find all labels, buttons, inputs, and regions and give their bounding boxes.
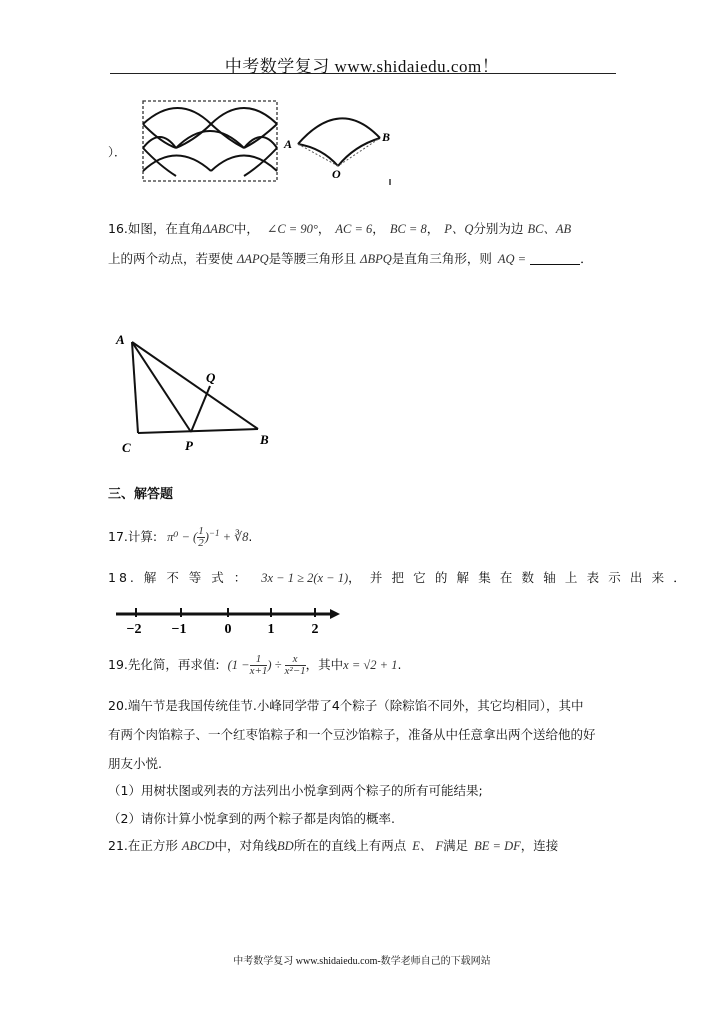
q21-line: [108, 836, 558, 854]
q16-bc: BC = 8: [389, 222, 427, 236]
header-divider: [110, 73, 616, 74]
q16-line2: [108, 249, 593, 267]
q21-mid3: 满足: [443, 838, 469, 853]
q16-aq: AQ =: [497, 252, 527, 266]
q21-mid2: 所在的直线上有两点: [293, 838, 407, 853]
q16-line2-tail: 是直角三角形，则: [391, 251, 492, 266]
tick-label-neg1: −1: [171, 622, 187, 637]
q19-f1-num: 1: [250, 654, 268, 666]
q19-f2-den: x²−1: [284, 665, 306, 677]
scale-arcs: [143, 108, 277, 176]
q16-sep2: ，: [372, 221, 385, 236]
q19-prefix: 19.先化简，再求值:: [108, 657, 220, 672]
side-cb: [138, 429, 258, 433]
q21-square: ABCD: [181, 839, 215, 853]
axis-arrow: [330, 609, 340, 619]
tri-label-c: C: [122, 440, 131, 455]
q21-mid1: 中，对角线: [214, 838, 278, 853]
q16-sep3: ，: [426, 221, 440, 236]
tick-label-2: 2: [311, 622, 319, 637]
q16-prefix: 16.如图，在直角: [108, 221, 203, 236]
q21-ef: E、 F: [412, 839, 444, 853]
segment-ap: [132, 342, 191, 432]
q16-triangle-abc: ΔABC: [202, 222, 234, 236]
q16-line2-end: ．: [580, 251, 593, 266]
q20-line3: 朋友小悦.: [108, 756, 162, 771]
side-ab: [132, 342, 258, 429]
fan-label-b: B: [382, 130, 391, 144]
q16-pq: P、Q: [444, 222, 474, 236]
segment-pq: [191, 386, 210, 432]
q17-frac-den: 2: [198, 537, 204, 550]
page-header-title: 中考数学复习 www.shidaiedu.com！: [224, 57, 500, 76]
q17-exponent: −1: [208, 528, 220, 538]
q19-value: x = √2 + 1: [343, 658, 398, 672]
tick-label-1: 1: [267, 622, 275, 637]
q16-answer-blank: [530, 252, 580, 265]
q16-mid: 中，: [233, 221, 259, 236]
q19-part-b: ) ÷: [267, 658, 282, 672]
tick-label-neg2: −2: [126, 622, 142, 637]
q17-expr-a: π⁰ − (: [167, 530, 198, 545]
q17-fraction: [197, 526, 205, 549]
tick-label-0: 0: [224, 622, 232, 637]
tri-label-b: B: [260, 432, 269, 447]
q19-fraction-2: [285, 654, 306, 677]
q21-tail: ，连接: [520, 838, 559, 853]
fan-label-a: A: [284, 137, 293, 151]
q16-line2-prefix: 上的两个动点，若要使: [108, 251, 234, 266]
q16-ac: AC = 6: [335, 222, 373, 236]
q18-line: [108, 568, 688, 586]
q21-equation: BE = DF: [474, 839, 521, 853]
q19-f2-num: x: [285, 654, 306, 666]
q20-sub1: （1）用树状图或列表的方法列出小悦拿到两个粽子的所有可能结果;: [108, 783, 483, 798]
q19-line: [108, 648, 401, 682]
q16-tail: 分别为边: [473, 221, 524, 236]
q15-tail-text: ）．: [108, 145, 127, 159]
q16-line2-mid: 是等腰三角形且: [268, 251, 357, 266]
q16-sep1: ，: [317, 221, 331, 236]
q16-triangle-figure: [108, 328, 288, 456]
side-ac: [132, 342, 138, 433]
q17-expr-c: + ∛8: [219, 530, 249, 545]
q19-part-a: (1 −: [227, 658, 250, 672]
q18-prefix: 18. 解 不 等 式 ：: [108, 570, 250, 585]
q19-end: .: [397, 657, 402, 672]
q18-tail: ， 并 把 它 的 解 集 在 数 轴 上 表 示 出 来 ．: [348, 570, 689, 585]
q18-inequality: 3x − 1 ≥ 2(x − 1): [261, 571, 349, 585]
number-line: [112, 603, 344, 637]
q17-end: .: [248, 529, 253, 545]
q20-line1: 20.端午节是我国传统佳节.小峰同学带了4个粽子（除粽馅不同外，其它均相同），其中: [108, 698, 584, 713]
q19-f1-den: x+1: [249, 665, 268, 677]
q17-frac-num: 1: [198, 525, 204, 538]
q16-triangle-bpq: ΔBPQ: [360, 252, 392, 266]
tri-label-a: A: [116, 332, 125, 347]
q19-mid: ，其中: [305, 657, 344, 672]
section-title: 三、解答题: [108, 487, 174, 502]
q21-bd: BD: [277, 839, 294, 853]
q17-prefix: 17.计算:: [108, 529, 158, 545]
q16-edges: BC、AB: [527, 222, 572, 236]
q21-prefix: 21.在正方形: [108, 838, 178, 853]
q20-line2: 有两个肉馅粽子、一个红枣馅粽子和一个豆沙馅粽子，准备从中任意拿出两个送给他的好: [108, 727, 596, 742]
fan-label-o: O: [332, 167, 341, 181]
q15-figure: [140, 96, 400, 188]
page-footer: 中考数学复习 www.shidaiedu.com-数学老师自己的下载网站: [233, 956, 491, 967]
q17-line: [108, 518, 252, 548]
q19-fraction-1: [250, 654, 268, 677]
tri-label-p: P: [185, 438, 193, 453]
q16-angle-c: ∠C = 90°: [266, 222, 318, 236]
fan-shape: [298, 118, 380, 166]
q16-line1: [108, 219, 571, 237]
q17-expr-b: ): [204, 530, 209, 545]
q20-sub2: （2）请你计算小悦拿到的两个粽子都是肉馅的概率.: [108, 811, 395, 826]
q16-triangle-apq: ΔAPQ: [237, 252, 269, 266]
tri-label-q: Q: [206, 370, 216, 385]
